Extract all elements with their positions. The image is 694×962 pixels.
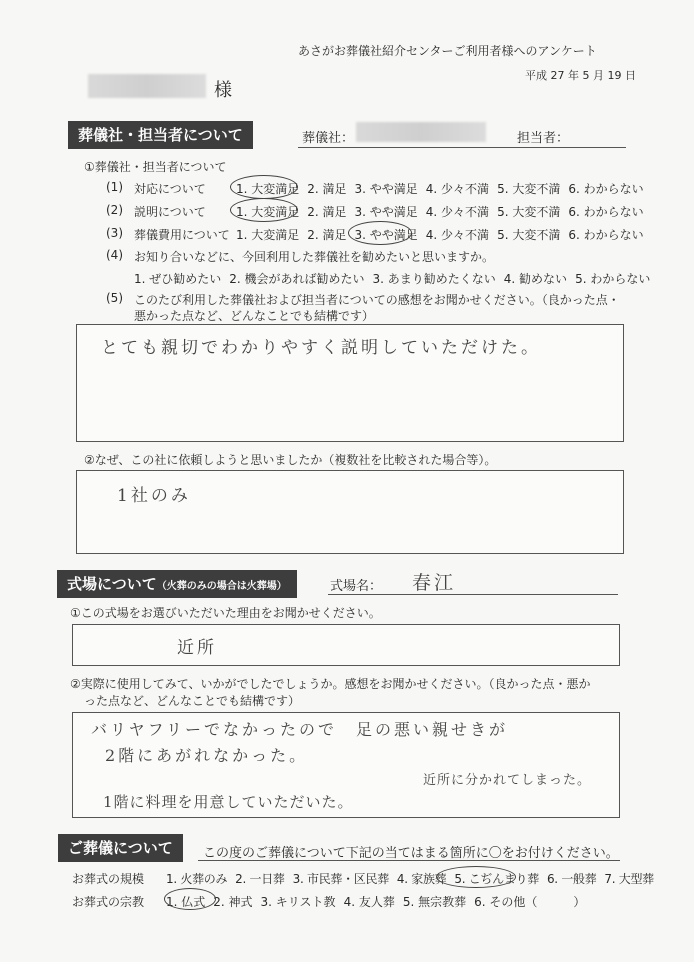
option[interactable]: 3. あまり勧めたくない [372,272,496,286]
option[interactable]: 4. 勧めない [503,272,568,286]
q5-answer-box[interactable] [76,324,624,442]
q2-answer-box[interactable] [76,470,624,554]
venue-underline [328,594,618,595]
row-num: (1) [106,180,123,194]
option[interactable]: 1. ぜひ勧めたい [134,272,222,286]
selected-circle-mark [348,221,412,245]
option[interactable]: 1. 大変満足 [236,228,300,242]
option[interactable]: 5. 大変不満 [497,228,561,242]
rating-options-3[interactable] [236,226,652,243]
staff-label: 担当者： [517,131,570,146]
venue-q2-answer-line3a: 1階に料理を用意していただいた。 [103,793,354,811]
option[interactable]: 2. 満足 [307,205,347,219]
q2-answer-text: 1社のみ [117,486,191,506]
option[interactable]: 5. 無宗教葬 [402,895,467,909]
q4-options[interactable] [134,270,658,287]
row-num: (2) [106,203,123,217]
option[interactable]: 1. 大変満足 [236,205,300,219]
religion-label: お葬式の宗教 [72,895,145,909]
q4-row [106,248,495,264]
rating-options-2[interactable] [236,203,652,220]
redacted-company [356,122,486,142]
option[interactable]: 6. わからない [568,182,644,196]
option[interactable]: 6. その他（ ） [474,895,586,909]
survey-title: あさがお葬儀社紹介センターご利用者様へのアンケート [298,44,597,58]
q5-line1: このたび利用した葬儀社および担当者についての感想をお聞かせください。（良かった点・ [134,293,620,307]
venue-q2-answer-box[interactable] [72,712,620,818]
q4-text: お知り合いなどに、今回利用した葬儀社を勧めたいと思いますか。 [134,250,495,264]
venue-q2-line2: った点など、どんなことでも結構です） [84,694,301,708]
venue-q1: ①この式場をお選びいただいた理由をお聞かせください。 [70,606,381,620]
q1-title: ①葬儀社・担当者について [84,160,227,174]
venue-heading-sub: （火葬のみの場合は火葬場） [156,581,287,592]
option[interactable]: 3. 市民葬・区民葬 [292,872,389,886]
rating-row-3 [106,226,230,242]
option[interactable]: 1. 仏式 [166,895,206,909]
company-underline [298,147,626,148]
option[interactable]: 6. 一般葬 [546,872,597,886]
venue-label: 式場名： [330,579,383,594]
rating-row-1 [106,180,206,196]
option[interactable]: 3. やや満足 [354,205,418,219]
option[interactable]: 4. 友人葬 [343,895,395,909]
q2-title: ②なぜ、この社に依頼しようと思いましたか（複数社を比較された場合等）。 [84,453,497,467]
option[interactable]: 5. わからない [575,272,651,286]
venue-q2-answer-line1: バリヤフリーでなかったので 足の悪い親せきが [91,720,509,739]
option[interactable]: 3. キリスト教 [260,895,336,909]
funeral-instruction: この度のご葬儀について下記の当てはまる箇所に〇をお付けください。 [203,846,619,861]
option[interactable]: 2. 機会があれば勧めたい [229,272,365,286]
q5-answer-text: とても親切でわかりやすく説明していただけた。 [101,338,541,358]
venue-q2-answer-line3b: 近所に分かれてしまった。 [423,773,592,788]
option[interactable]: 5. こぢんまり葬 [454,872,539,886]
selected-circle-mark [230,198,298,222]
selected-circle-mark [164,888,216,910]
option[interactable]: 1. 大変満足 [236,182,300,196]
section-heading-venue [57,570,297,598]
q5-line2: 悪かった点など、どんなことでも結構です） [134,309,375,323]
scale-label: お葬式の規模 [72,872,145,886]
row-label: 説明について [134,205,206,219]
venue-q1-answer-box[interactable] [72,624,620,666]
religion-options[interactable] [166,893,593,910]
option[interactable]: 4. 少々不満 [425,228,490,242]
honorific: 様 [214,80,232,101]
option[interactable]: 4. 少々不満 [425,182,490,196]
q5-row [106,291,620,307]
option[interactable]: 2. 満足 [307,182,347,196]
venue-heading-text: 式場について [67,575,157,593]
rating-row-2 [106,203,206,219]
venue-q2-line1: ②実際に使用してみて、いかがでしたでしょうか。感想をお聞かせください。（良かった点・悪か [70,677,591,691]
venue-q2-answer-line2: 2階にあがれなかった。 [105,746,309,765]
selected-circle-mark [436,866,516,888]
row-num: (5) [106,291,123,305]
option[interactable]: 1. 火葬のみ [166,872,228,886]
survey-date: 平成 27 年 5 月 19 日 [525,69,636,82]
row-label: 葬儀費用について [134,228,230,242]
option[interactable]: 7. 大型葬 [604,872,654,886]
option[interactable]: 2. 神式 [213,895,253,909]
selected-circle-mark [230,175,298,199]
option[interactable]: 4. 家族葬 [396,872,447,886]
company-label: 葬儀社： [302,131,355,146]
redacted-name [88,74,206,98]
section-heading-company: 葬儀社・担当者について [68,121,253,149]
option[interactable]: 2. 満足 [307,228,347,242]
venue-value: 春江 [412,572,457,594]
option[interactable]: 6. わからない [568,205,644,219]
row-label: 対応について [134,182,206,196]
option[interactable]: 5. 大変不満 [497,205,561,219]
rating-options-1[interactable] [236,180,652,197]
scale-options[interactable] [166,870,662,887]
option[interactable]: 4. 少々不満 [425,205,490,219]
option[interactable]: 3. やや満足 [354,228,418,242]
option[interactable]: 5. 大変不満 [497,182,561,196]
option[interactable]: 3. やや満足 [354,182,418,196]
option[interactable]: 2. 一日葬 [235,872,285,886]
row-num: (3) [106,226,123,240]
option[interactable]: 6. わからない [568,228,644,242]
funeral-underline [198,860,620,861]
row-num: (4) [106,248,123,262]
section-heading-funeral: ご葬儀について [58,834,183,862]
venue-q1-answer-text: 近所 [177,638,217,658]
